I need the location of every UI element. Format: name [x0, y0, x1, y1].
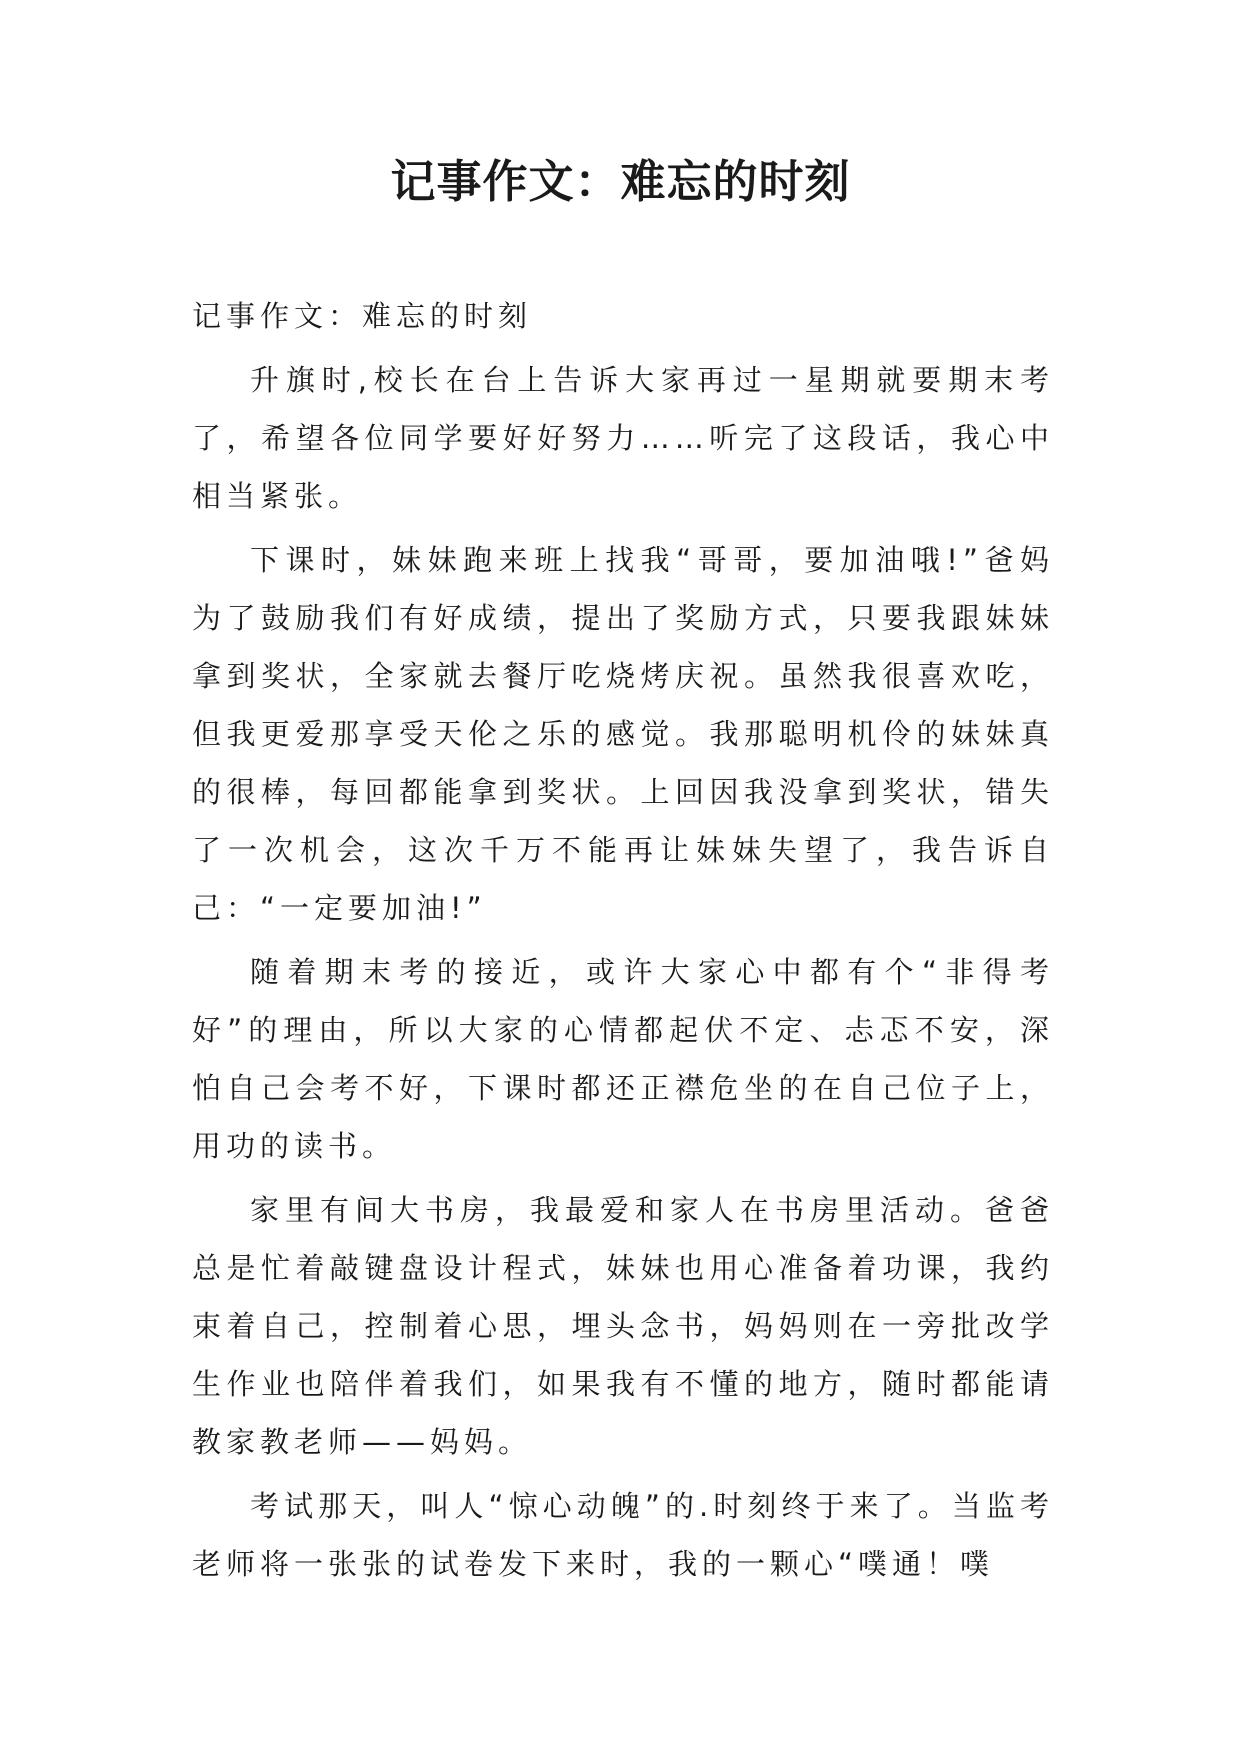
- document-body: [192, 287, 1054, 1599]
- paragraph-after-class: 下课时，妹妹跑来班上找我“哥哥，要加油哦!”爸妈为了鼓励我们有好成绩，提出了奖励方式，只要我跟妹妹拿到奖状，全家就去餐厅吃烧烤庆祝。虽然我很喜欢吃，但我更爱那享受天伦之乐的感觉。我那聪明机伶的妹妹真的很棒，每回都能拿到奖状。上回因我没拿到奖状，错失了一次机会，这次千万不能再让妹妹失望了，我告诉自己：“一定要加油!”: [192, 543, 1054, 925]
- paragraph-exam-day: 考试那天，叫人“惊心动魄”的.时刻终于来了。当监考老师将一张张的试卷发下来时，我的一颗心“噗通！噗: [192, 1489, 1054, 1581]
- paragraph-study-room: 家里有间大书房，我最爱和家人在书房里活动。爸爸总是忙着敲键盘设计程式，妹妹也用心准备着功课，我约束着自己，控制着心思，埋头念书，妈妈则在一旁批改学生作业也陪伴着我们，如果我有不懂的地方，随时都能请教家教老师——妈妈。: [192, 1193, 1054, 1459]
- paragraph-approaching-exam: 随着期末考的接近，或许大家心中都有个“非得考好”的理由，所以大家的心情都起伏不定、忐忑不安，深怕自己会考不好，下课时都还正襟危坐的在自己位子上，用功的读书。: [192, 955, 1054, 1163]
- essay-heading: 记事作文：难忘的时刻: [192, 299, 533, 333]
- document-title: 记事作文：难忘的时刻: [390, 155, 851, 208]
- paragraph-flag-raising: 升旗时,校长在台上告诉大家再过一星期就要期末考了，希望各位同学要好好努力……听完了这段话，我心中相当紧张。: [192, 363, 1054, 513]
